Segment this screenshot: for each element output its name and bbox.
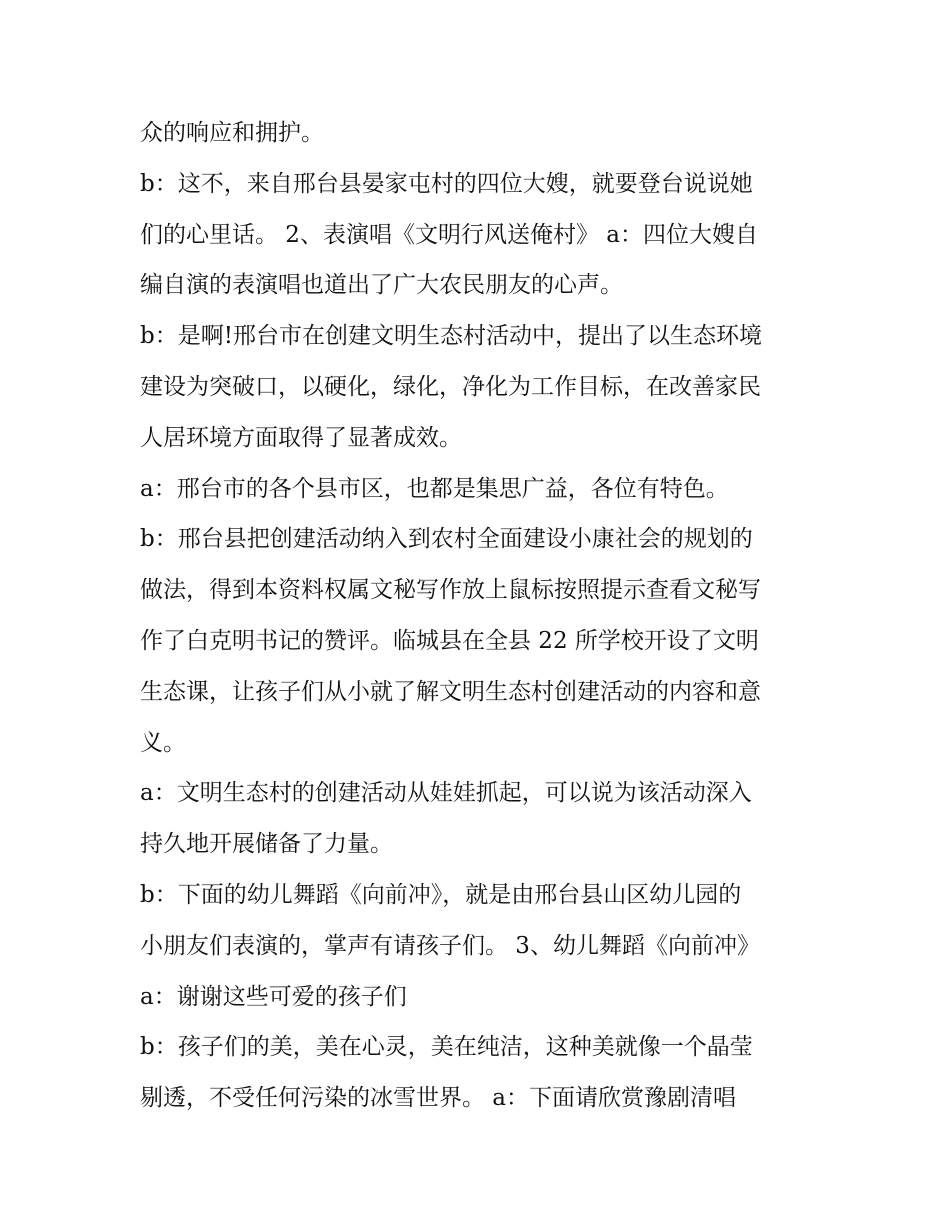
text-line: 义。 xyxy=(140,729,186,756)
text-line: b：孩子们的美，美在心灵，美在纯洁，这种美就像一个晶莹 xyxy=(140,1034,753,1061)
text-line: b：这不，来自邢台县晏家屯村的四位大嫂，就要登台说说她 xyxy=(140,170,753,197)
text-line: 剔透，不受任何污染的冰雪世界。 a：下面请欣赏豫剧清唱 xyxy=(140,1085,737,1112)
text-line: 人居环境方面取得了显著成效。 xyxy=(140,424,462,451)
text-line: 编自演的表演唱也道出了广大农民朋友的心声。 xyxy=(140,272,623,299)
paragraph xyxy=(140,870,820,972)
text-line: b：是啊!邢台市在创建文明生态村活动中，提出了以生态环境 xyxy=(140,323,762,350)
text-line: a：邢台市的各个县市区，也都是集思广益，各位有特色。 xyxy=(140,475,729,502)
text-line: 小朋友们表演的，掌声有请孩子们。 3、幼儿舞蹈《向前冲》 xyxy=(140,932,760,959)
text-line: b：下面的幼儿舞蹈《向前冲》，就是由邢台县山区幼儿园的 xyxy=(140,881,742,908)
text-line: 建设为突破口，以硬化，绿化，净化为工作目标，在改善家民 xyxy=(140,373,761,400)
paragraph xyxy=(140,159,820,311)
text-line: a：谢谢这些可爱的孩子们 xyxy=(140,983,407,1010)
paragraph xyxy=(140,972,820,1023)
text-line: 持久地开展储备了力量。 xyxy=(140,831,393,858)
paragraph xyxy=(140,464,820,515)
document-body xyxy=(140,108,820,1124)
text-line: a：文明生态村的创建活动从娃娃抓起，可以说为该活动深入 xyxy=(140,780,752,807)
paragraph xyxy=(140,1022,820,1124)
text-line: b：邢台县把创建活动纳入到农村全面建设小康社会的规划的 xyxy=(140,526,753,553)
text-line: 做法，得到本资料权属文秘写作放上鼠标按照提示查看文秘写 xyxy=(140,577,761,604)
paragraph xyxy=(140,108,820,159)
paragraph xyxy=(140,311,820,463)
text-line: 众的响应和拥护。 xyxy=(140,120,324,146)
text-line: 们的心里话。 2、表演唱《文明行风送俺村》 a：四位大嫂自 xyxy=(140,221,758,248)
text-line: 生态课，让孩子们从小就了解文明生态村创建活动的内容和意 xyxy=(140,678,761,705)
text-line: 作了白克明书记的赞评。临城县在全县 22 所学校开设了文明 xyxy=(140,627,759,654)
paragraph xyxy=(140,514,820,768)
paragraph xyxy=(140,768,820,870)
